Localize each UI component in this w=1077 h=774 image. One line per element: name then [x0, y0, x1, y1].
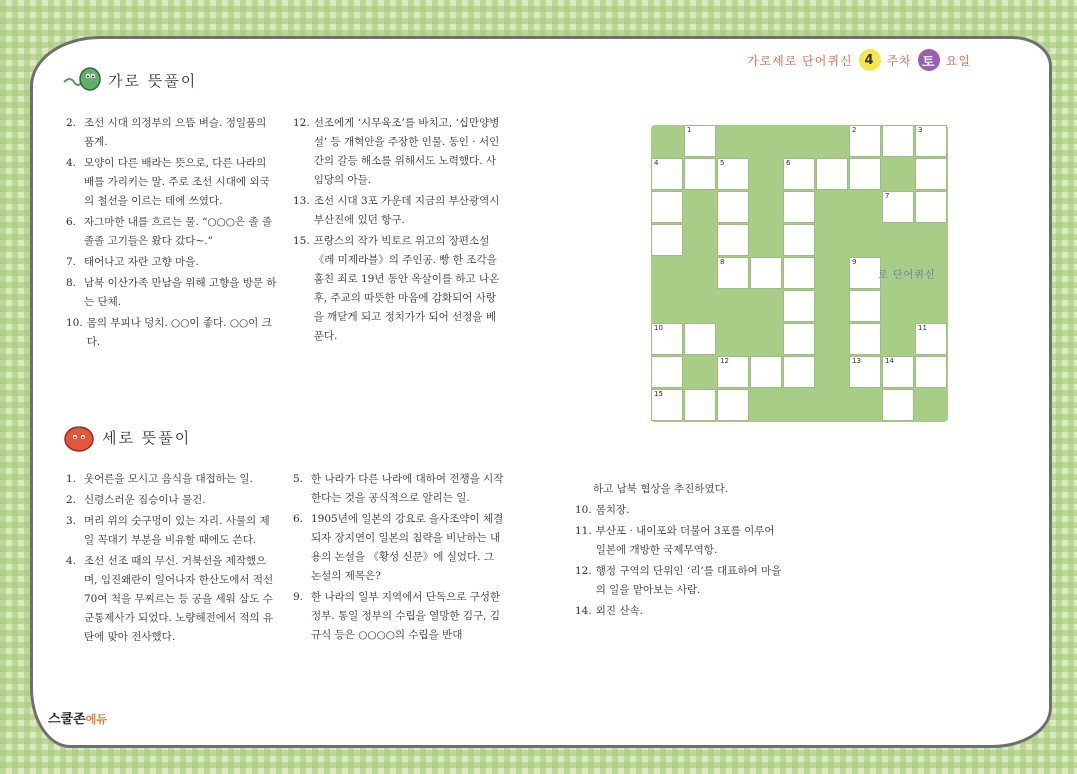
crossword-cell[interactable] — [783, 356, 815, 388]
brand-name: 스쿨존 — [48, 712, 86, 727]
crossword-cell[interactable] — [717, 158, 749, 190]
clue-number: 12. — [293, 117, 310, 129]
crossword-cell[interactable] — [915, 191, 947, 223]
crossword-cell[interactable] — [717, 257, 749, 289]
clue-number: 1. — [66, 473, 77, 485]
crossword-cell[interactable] — [783, 323, 815, 355]
cell-number: 2 — [852, 126, 857, 134]
crossword-cell[interactable] — [915, 356, 947, 388]
clue-text: 머리 위의 숫구멍이 있는 자리. 사물의 제일 꼭대기 부분을 비유할 때에도 쓴다. — [84, 515, 270, 546]
crossword-cell[interactable] — [849, 290, 881, 322]
crossword-cell[interactable] — [717, 389, 749, 421]
crossword-cell[interactable] — [684, 125, 716, 157]
clue-number: 11. — [575, 525, 592, 537]
clue-number: 7. — [66, 256, 77, 268]
cell-number: 6 — [786, 159, 791, 167]
crossword-cell[interactable] — [651, 224, 683, 256]
clue-text: 태어나고 자란 고향 마을. — [84, 256, 199, 268]
clue-number: 15. — [293, 235, 310, 247]
clue-item — [575, 522, 787, 560]
watermark-text: 로 단어퀴신 — [878, 270, 936, 281]
crossword-cell[interactable] — [849, 257, 881, 289]
crossword-cell[interactable] — [783, 257, 815, 289]
clue-item — [293, 470, 505, 508]
down-clues-col3 — [575, 480, 787, 623]
crossword-cell[interactable] — [684, 389, 716, 421]
crossword-cell[interactable] — [849, 125, 881, 157]
crossword-cell[interactable] — [849, 356, 881, 388]
down-title: 세로 뜻풀이 — [102, 428, 192, 447]
clue-text: 외진 산속. — [595, 605, 643, 617]
clue-text: 신령스러운 짐승이나 물건. — [84, 494, 206, 506]
clue-text: 모양이 다른 배라는 뜻으로, 다른 나라의 배를 가리키는 말. 주로 조선 시대에 외국의 철선을 이르는 데에 쓰였다. — [84, 157, 270, 207]
crossword-cell[interactable] — [783, 158, 815, 190]
clue-number: 3. — [66, 515, 77, 527]
clue-text: 조선 시대 3포 가운데 지금의 부산광역시 부산진에 있던 항구. — [313, 195, 500, 226]
clue-item — [66, 314, 278, 352]
crossword-cell[interactable] — [915, 323, 947, 355]
clue-item — [66, 552, 278, 647]
cell-number: 13 — [852, 357, 861, 365]
clue-item — [66, 154, 278, 211]
down-section-header — [62, 422, 191, 452]
series-header — [747, 48, 971, 72]
clue-item — [293, 192, 505, 230]
clue-number: 8. — [66, 277, 77, 289]
clue-item — [575, 562, 787, 600]
crossword-cell[interactable] — [684, 158, 716, 190]
clue-text: 남북 이산가족 만남을 위해 고향을 방문 하는 단체. — [84, 277, 277, 308]
crossword-cell[interactable] — [783, 191, 815, 223]
cell-number: 1 — [687, 126, 692, 134]
day-badge: 토 — [918, 49, 940, 71]
across-clues-col2 — [293, 114, 505, 348]
clue-text: 자그마한 내를 흐르는 물. “○○○은 졸 졸졸졸 고기들은 왔다 갔다~.” — [84, 216, 273, 247]
crossword-cell[interactable] — [783, 290, 815, 322]
clue-text: 한 나라가 다른 나라에 대하여 전쟁을 시작한다는 것을 공식적으로 알리는 일. — [311, 473, 504, 504]
crossword-cell[interactable] — [882, 125, 914, 157]
clue-text: 몸치장. — [595, 504, 630, 516]
crossword-cell[interactable] — [783, 224, 815, 256]
cell-number: 10 — [654, 324, 663, 332]
clue-text: 한 나라의 일부 지역에서 단독으로 구성한 정부. 통일 정부의 수립을 열망한 김구, 김규식 등은 ○○○○의 수립을 반대 — [311, 591, 501, 641]
clue-text: 선조에게 ‘시무육조’를 바치고, ‘십만양병설’ 등 개혁안을 주장한 인물. 동인 · 서인 간의 갈등 해소를 위해서도 노력했다. 사임당의 아들. — [313, 117, 500, 186]
crossword-cell[interactable] — [717, 224, 749, 256]
clue-item — [66, 114, 278, 152]
across-section-header — [62, 66, 197, 94]
week-label: 주차 — [886, 53, 912, 68]
clue-number: 6. — [66, 216, 77, 228]
clue-item — [66, 470, 278, 489]
clue-number: 2. — [66, 117, 77, 129]
clue-text: 조선 선조 때의 무신. 거북선을 제작했으며, 임진왜란이 일어나자 한산도에서 적선 70여 척을 무찌르는 등 공을 세워 삼도 수군통제사가 되었다. 노량해전에서 적의 유탄에 맞아 전사했다. — [84, 555, 274, 643]
clue-item — [293, 114, 505, 190]
down-clue-9-continued: 하고 남북 협상을 추진하였다. — [593, 483, 729, 495]
crossword-cell[interactable] — [882, 389, 914, 421]
clue-number: 4. — [66, 555, 77, 567]
cell-number: 7 — [885, 192, 890, 200]
clue-item — [575, 602, 787, 621]
down-clues-col2 — [293, 470, 505, 647]
crossword-cell[interactable] — [750, 356, 782, 388]
cell-number: 12 — [720, 357, 729, 365]
tomato-character-icon — [62, 422, 96, 452]
crossword-cell[interactable] — [651, 356, 683, 388]
cell-number: 3 — [918, 126, 923, 134]
clue-item — [66, 213, 278, 251]
clue-item — [575, 501, 787, 520]
clue-text: 행정 구역의 단위인 ‘리’를 대표하여 마을의 일을 맡아보는 사람. — [595, 565, 782, 596]
crossword-cell[interactable] — [882, 191, 914, 223]
clue-item — [66, 274, 278, 312]
clue-item — [66, 253, 278, 272]
week-badge: 4 — [859, 49, 881, 71]
clue-number: 5. — [293, 473, 304, 485]
crossword-cell[interactable] — [915, 158, 947, 190]
crossword-cell[interactable] — [651, 389, 683, 421]
clue-text: 조선 시대 의정부의 으뜸 벼슬. 정일품의 품계. — [84, 117, 267, 148]
clue-number: 6. — [293, 513, 304, 525]
brand-suffix: 에듀 — [85, 713, 107, 726]
crossword-cell[interactable] — [651, 191, 683, 223]
crossword-cell[interactable] — [717, 191, 749, 223]
across-title: 가로 뜻풀이 — [108, 71, 198, 90]
crossword-cell[interactable] — [684, 323, 716, 355]
clue-item — [293, 510, 505, 586]
cell-number: 8 — [720, 258, 725, 266]
cell-number: 11 — [918, 324, 927, 332]
crossword-cell[interactable] — [915, 125, 947, 157]
cell-number: 15 — [654, 390, 663, 398]
series-title: 가로세로 단어퀴신 — [747, 53, 853, 68]
crossword-cell[interactable] — [849, 323, 881, 355]
clue-number: 4. — [66, 157, 77, 169]
clue-text: 1905년에 일본의 강요로 을사조약이 체결되자 장지연이 일본의 침략을 비난하는 내용의 논설을 《황성 신문》에 실었다. 그 논설의 제목은? — [311, 513, 504, 582]
crossword-cell[interactable] — [849, 158, 881, 190]
crossword-cell[interactable] — [651, 323, 683, 355]
clue-text: 프랑스의 작가 빅토르 위고의 장편소설 《레 미제라블》의 주인공. 빵 한 조각을 훔친 죄로 19년 동안 옥살이를 하고 나온 후, 주교의 따뜻한 마음에 감화되어 사랑을 깨닫게 되고 정치가가 되어 선정을 베푼다. — [313, 235, 500, 342]
clue-text: 부산포 · 내이포와 더불어 3포를 이루어 일본에 개방한 국제무역항. — [595, 525, 775, 556]
cell-number: 4 — [654, 159, 659, 167]
clue-text: 웃어른을 모시고 음식을 대접하는 일. — [84, 473, 253, 485]
brand-logo — [48, 708, 107, 727]
clue-item — [293, 588, 505, 645]
clue-number: 10. — [66, 317, 83, 329]
across-clues-col1 — [66, 114, 278, 354]
cell-number: 5 — [720, 159, 725, 167]
crossword-cell[interactable] — [651, 158, 683, 190]
clue-number: 9. — [293, 591, 304, 603]
clue-item — [66, 512, 278, 550]
crossword-cell[interactable] — [750, 257, 782, 289]
clue-number: 10. — [575, 504, 592, 516]
tadpole-character-icon — [62, 66, 102, 94]
day-suffix: 요일 — [945, 53, 971, 68]
down-clues-col1 — [66, 470, 278, 649]
clue-number: 14. — [575, 605, 592, 617]
clue-text: 몸의 부피나 덩치. ○○이 좋다. ○○이 크다. — [86, 317, 272, 348]
clue-number: 12. — [575, 565, 592, 577]
clue-number: 13. — [293, 195, 310, 207]
cell-number: 9 — [852, 258, 857, 266]
crossword-cell[interactable] — [717, 356, 749, 388]
crossword-cell[interactable] — [882, 356, 914, 388]
clue-item — [66, 491, 278, 510]
clue-number: 2. — [66, 494, 77, 506]
cell-number: 14 — [885, 357, 894, 365]
crossword-cell[interactable] — [816, 158, 848, 190]
clue-item — [293, 232, 505, 346]
